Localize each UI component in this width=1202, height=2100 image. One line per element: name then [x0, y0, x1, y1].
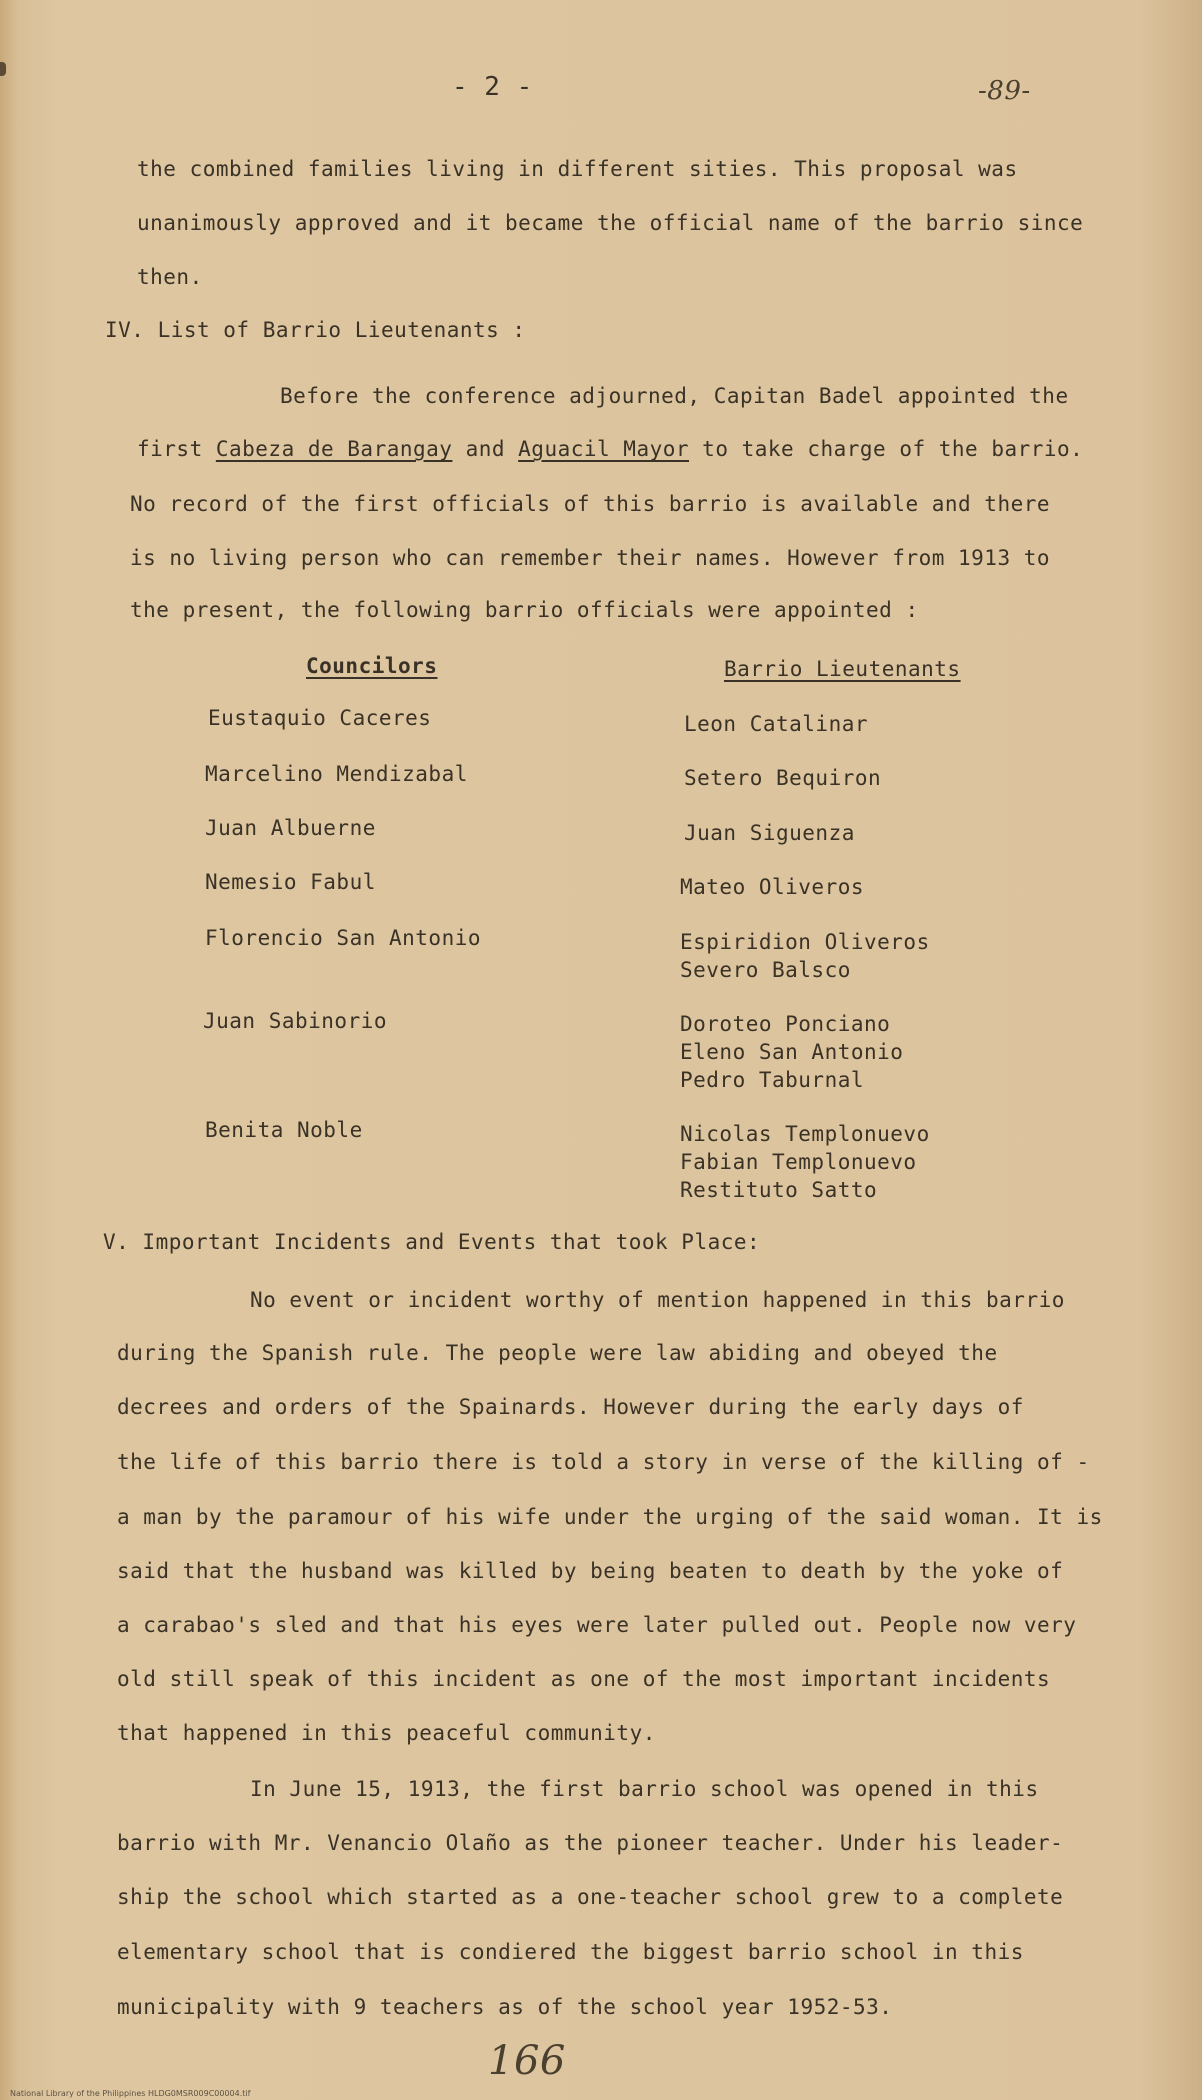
councilor-name: Benita Noble [205, 1118, 363, 1142]
text-line: In June 15, 1913, the first barrio school was opened in this [250, 1777, 1039, 1801]
lieutenant-name: Severo Balsco [680, 958, 851, 982]
text-line: municipality with 9 teachers as of the school year 1952-53. [117, 1995, 893, 2019]
aguacil-term: Aguacil Mayor [518, 437, 690, 461]
section-heading: V. Important Incidents and Events that took Place: [103, 1230, 761, 1254]
text-line: No event or incident worthy of mention happened in this barrio [250, 1288, 1065, 1312]
lieutenant-name: Doroteo Ponciano [680, 1012, 891, 1036]
lieutenant-name: Restituto Satto [680, 1178, 878, 1202]
lieutenant-name: Pedro Taburnal [680, 1068, 865, 1092]
text-line: during the Spanish rule. The people were law abiding and obeyed the [117, 1341, 998, 1365]
text-line: ship the school which started as a one-teacher school grew to a complete [117, 1885, 1064, 1909]
councilors-header: Councilors [306, 654, 438, 678]
text-line: old still speak of this incident as one of the most important incidents [117, 1667, 1051, 1691]
councilor-name: Eustaquio Caceres [208, 706, 432, 730]
lieutenants-header: Barrio Lieutenants [724, 657, 961, 681]
lieutenant-name: Eleno San Antonio [680, 1040, 904, 1064]
text-line: first Cabeza de Barangay and Aguacil Mayor to take charge of the barrio. [137, 437, 1084, 461]
lieutenant-name: Nicolas Templonuevo [680, 1122, 930, 1146]
lieutenant-name: Mateo Oliveros [680, 875, 865, 899]
text-line: the present, the following barrio officials were appointed : [130, 598, 919, 622]
text-line: said that the husband was killed by being beaten to death by the yoke of [117, 1559, 1064, 1583]
councilor-name: Nemesio Fabul [205, 870, 376, 894]
text-line: the life of this barrio there is told a story in verse of the killing of - [117, 1450, 1090, 1474]
councilor-name: Florencio San Antonio [205, 926, 482, 950]
text-line: a carabao's sled and that his eyes were later pulled out. People now very [117, 1613, 1077, 1637]
text-line: elementary school that is condiered the biggest barrio school in this [117, 1940, 1024, 1964]
lieutenant-name: Juan Siguenza [684, 821, 855, 845]
cabeza-term: Cabeza de Barangay [215, 437, 453, 461]
binding-mark [0, 62, 6, 76]
councilor-name: Marcelino Mendizabal [205, 762, 468, 786]
councilor-name: Juan Albuerne [205, 816, 376, 840]
councilor-name: Juan Sabinorio [203, 1009, 388, 1033]
text-line: unanimously approved and it became the official name of the barrio since [137, 211, 1084, 235]
text-line: a man by the paramour of his wife under the urging of the said woman. It is [117, 1505, 1103, 1529]
section-heading: IV. List of Barrio Lieutenants : [105, 318, 526, 342]
text-line: No record of the first officials of this barrio is available and there [130, 492, 1051, 516]
text-line: is no living person who can remember their names. However from 1913 to [130, 546, 1051, 570]
scan-footer: National Library of the Philippines HLDG0MSR009C00004.tif [10, 2089, 251, 2098]
text-line: barrio with Mr. Venancio Olaño as the pioneer teacher. Under his leader- [117, 1831, 1064, 1855]
lieutenant-name: Fabian Templonuevo [680, 1150, 917, 1174]
text-line: that happened in this peaceful community. [117, 1721, 656, 1745]
lieutenant-name: Leon Catalinar [684, 712, 869, 736]
text-line: the combined families living in different sities. This proposal was [137, 157, 1018, 181]
handwritten-page-number: -89- [978, 76, 1031, 106]
text-line: decrees and orders of the Spainards. However during the early days of [117, 1395, 1024, 1419]
text-line: Before the conference adjourned, Capitan Badel appointed the [280, 384, 1069, 408]
handwritten-folio-number: 166 [488, 2038, 566, 2084]
page-number: - 2 - [452, 72, 533, 102]
lieutenant-name: Espiridion Oliveros [680, 930, 930, 954]
text-line: then. [137, 265, 203, 289]
lieutenant-name: Setero Bequiron [684, 766, 882, 790]
